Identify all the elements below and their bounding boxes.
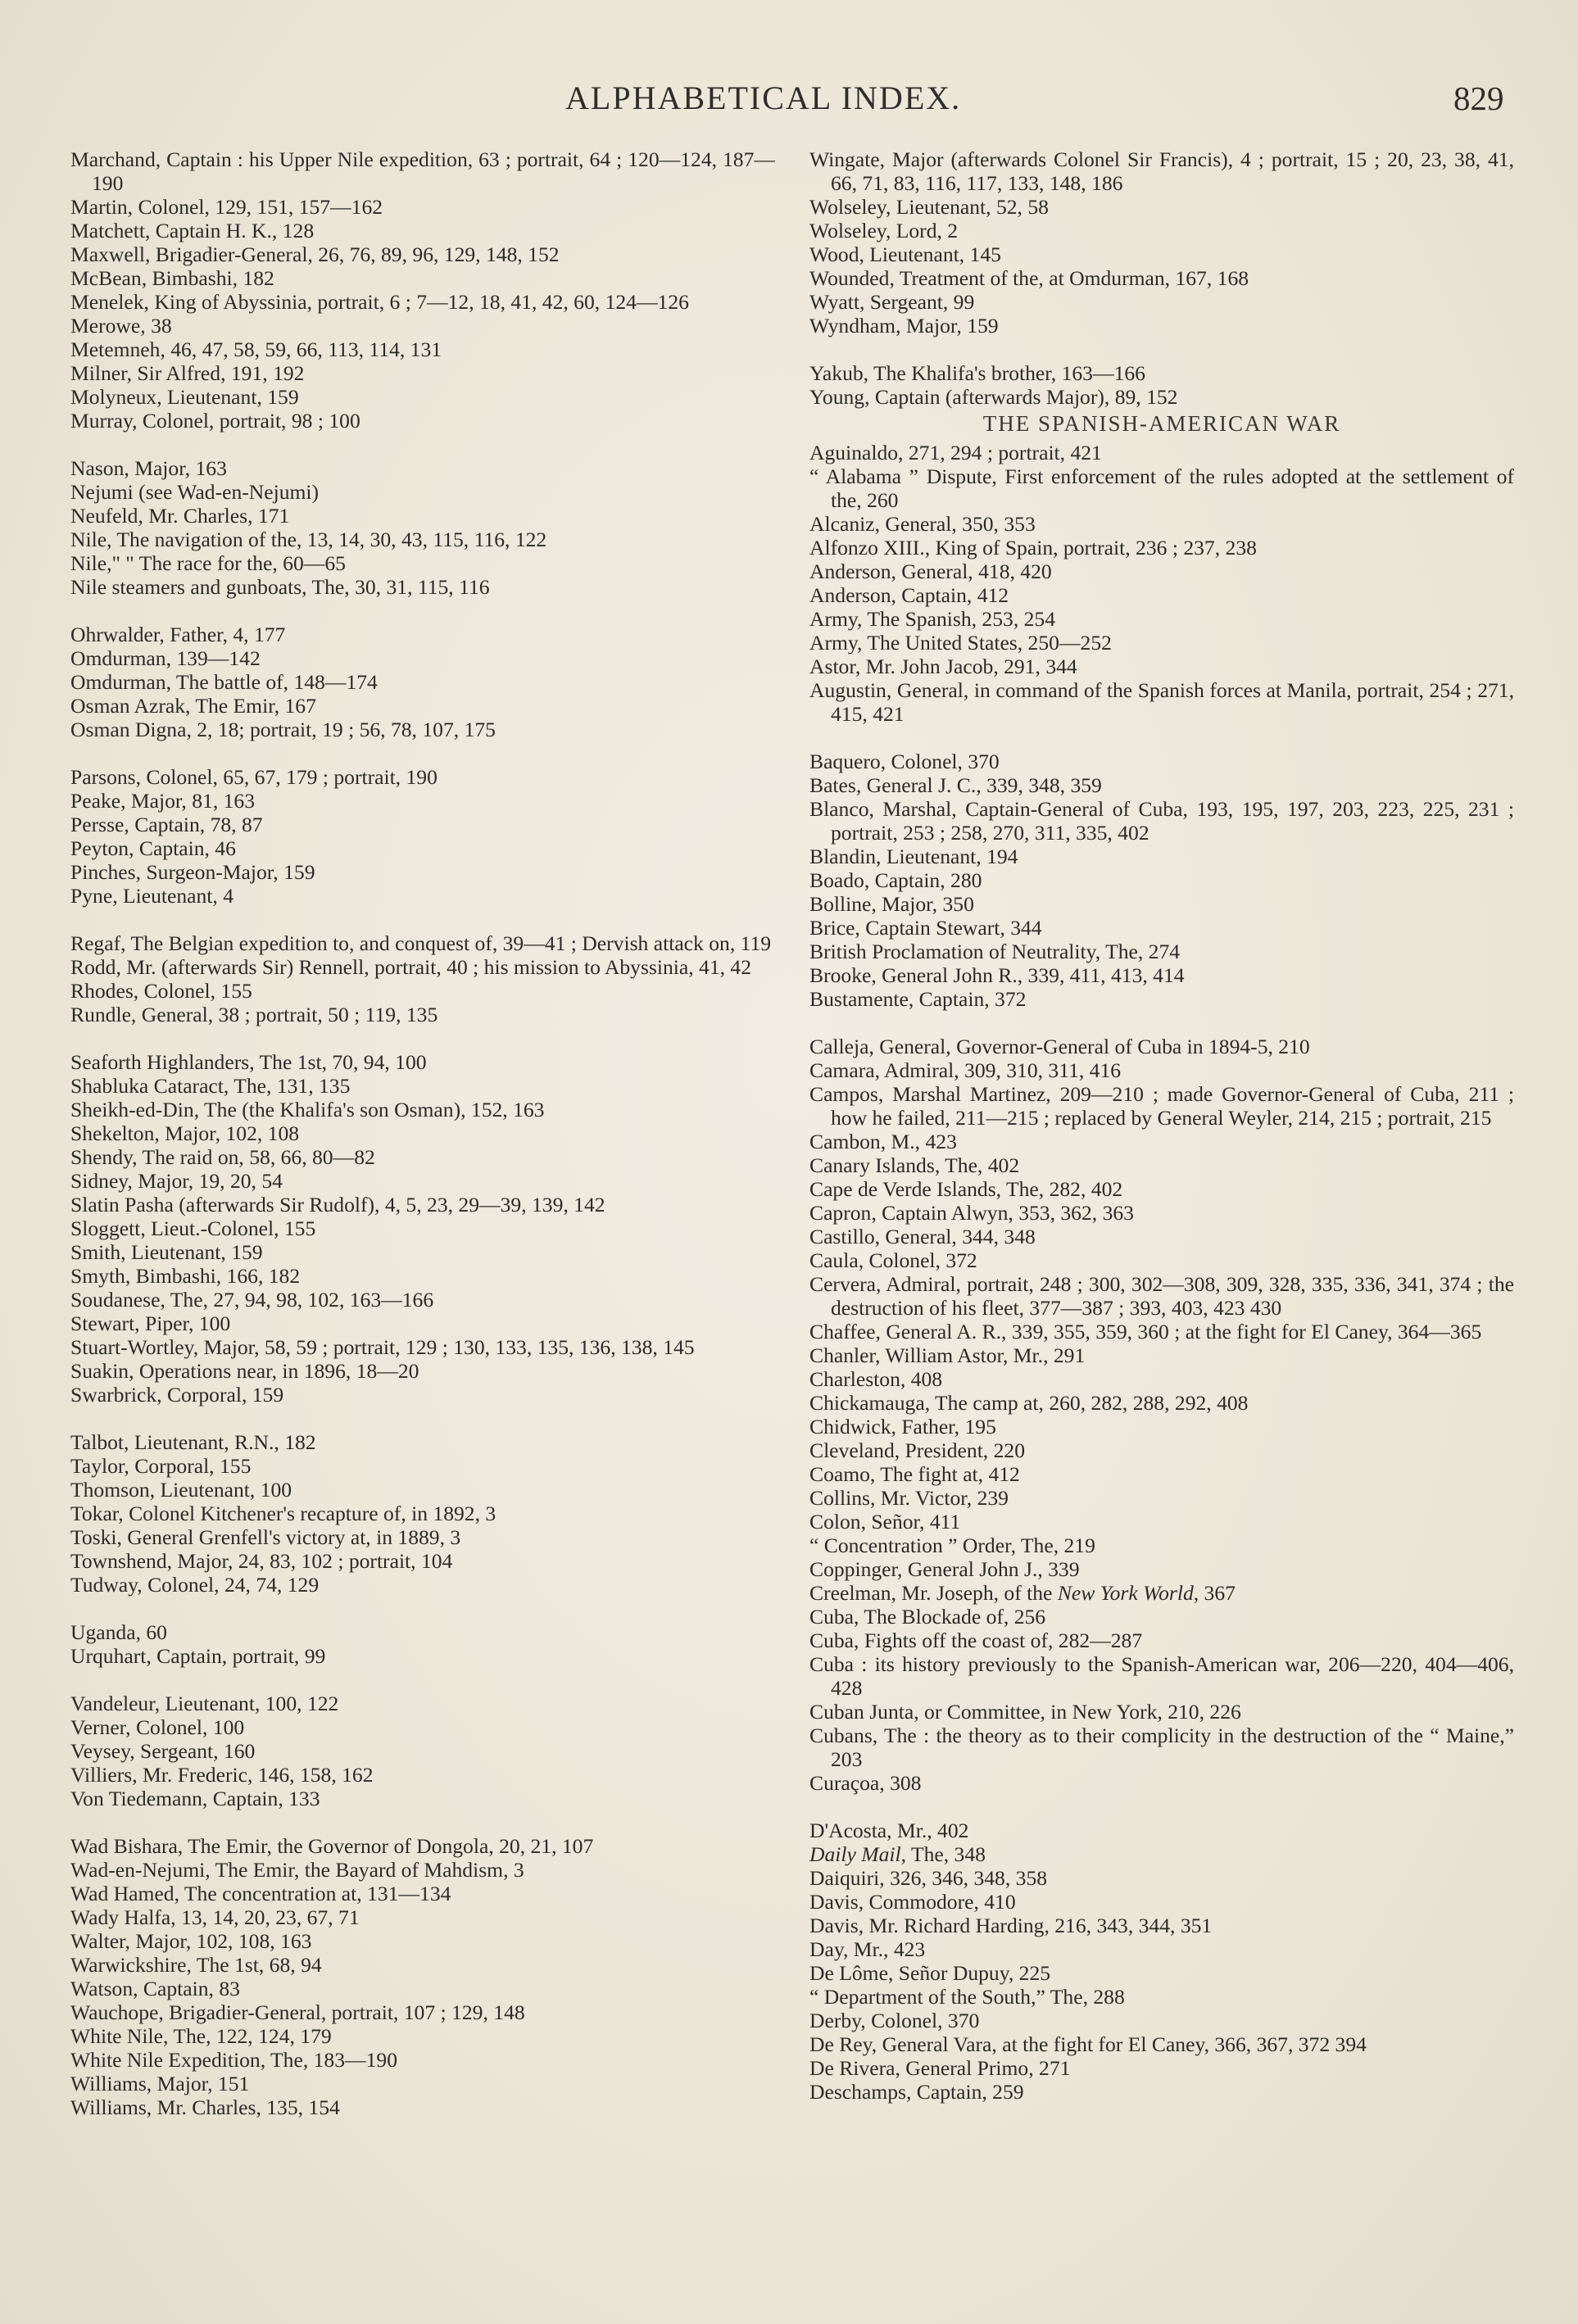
index-entry: Calleja, General, Governor-General of Cuba in 1894-5, 210 xyxy=(809,1035,1310,1058)
index-entry: Augustin, General, in command of the Spanish forces at Manila, portrait, 254 ; 271, 415, 421 xyxy=(809,678,1514,726)
index-entry: Anderson, Captain, 412 xyxy=(809,583,1009,607)
index-entry: Williams, Major, 151 xyxy=(70,2072,250,2095)
right-column xyxy=(809,147,1514,2104)
index-entry: Marchand, Captain : his Upper Nile expedition, 63 ; portrait, 64 ; 120—124, 187—190 xyxy=(70,147,775,195)
index-entry: Verner, Colonel, 100 xyxy=(70,1715,245,1739)
index-entry: Campos, Marshal Martinez, 209—210 ; made Governor-General of Cuba, 211 ; how he failed, 211—215 ; replaced by General Weyler, 214, 215 ; portrait, 215 xyxy=(809,1082,1514,1130)
index-entry: Davis, Commodore, 410 xyxy=(809,1890,1016,1914)
index-entry: Cubans, The : the theory as to their complicity in the destruction of the “ Maine,” 203 xyxy=(809,1724,1514,1771)
index-entry: Cuba : its history previously to the Spanish-American war, 206—220, 404—406, 428 xyxy=(809,1652,1514,1700)
index-entry: Cambon, M., 423 xyxy=(809,1130,957,1153)
index-entry: Wolseley, Lord, 2 xyxy=(809,219,959,242)
index-entry: Williams, Mr. Charles, 135, 154 xyxy=(70,2095,340,2119)
section-gap xyxy=(70,1668,775,1692)
index-entry: Warwickshire, The 1st, 68, 94 xyxy=(70,1953,322,1977)
index-entry: Tudway, Colonel, 24, 74, 129 xyxy=(70,1573,320,1597)
index-entry: Cuba, Fights off the coast of, 282—287 xyxy=(809,1629,1143,1652)
section-gap xyxy=(70,908,775,931)
index-entry: Blanco, Marshal, Captain-General of Cuba, 193, 195, 197, 203, 223, 225, 231 ; portrait, 253 ; 258, 270, 311, 335, 402 xyxy=(809,797,1514,845)
index-entry: Daiquiri, 326, 346, 348, 358 xyxy=(809,1866,1048,1890)
index-entry: De Lôme, Señor Dupuy, 225 xyxy=(809,1961,1051,1985)
index-entry: Curaçoa, 308 xyxy=(809,1771,922,1795)
index-entry: Regaf, The Belgian expedition to, and conquest of, 39—41 ; Dervish attack on, 119 xyxy=(70,931,772,955)
index-entry: Shabluka Cataract, The, 131, 135 xyxy=(70,1074,351,1098)
index-entry: Coamo, The fight at, 412 xyxy=(809,1462,1020,1486)
index-entry: Wyatt, Sergeant, 99 xyxy=(809,290,975,314)
page-title: ALPHABETICAL INDEX. xyxy=(565,79,962,116)
section-gap xyxy=(70,1407,775,1430)
index-entry: Army, The Spanish, 253, 254 xyxy=(809,607,1056,631)
index-entry: Sheikh-ed-Din, The (the Khalifa's son Osman), 152, 163 xyxy=(70,1098,545,1121)
entry-text: Creelman, Mr. Joseph, of the xyxy=(809,1581,1058,1605)
index-entry: Army, The United States, 250—252 xyxy=(809,631,1112,655)
index-entry: Cuba, The Blockade of, 256 xyxy=(809,1605,1046,1629)
index-entry: Anderson, General, 418, 420 xyxy=(809,559,1052,583)
index-entry: Yakub, The Khalifa's brother, 163—166 xyxy=(809,361,1145,385)
section-heading: THE SPANISH-AMERICAN WAR xyxy=(982,411,1341,436)
index-entry: Smyth, Bimbashi, 166, 182 xyxy=(70,1264,301,1288)
index-entry: Suakin, Operations near, in 1896, 18—20 xyxy=(70,1359,419,1383)
index-entry: Cervera, Admiral, portrait, 248 ; 300, 302—308, 309, 328, 335, 336, 341, 374 ; the destruction of his fleet, 377—387 ; 393, 403, 423 430 xyxy=(809,1272,1514,1320)
index-entry: Wad Hamed, The concentration at, 131—134 xyxy=(70,1882,451,1905)
index-entry: Pinches, Surgeon-Major, 159 xyxy=(70,860,315,884)
index-entry: Collins, Mr. Victor, 239 xyxy=(809,1486,1009,1510)
index-entry: Davis, Mr. Richard Harding, 216, 343, 344, 351 xyxy=(809,1914,1213,1937)
index-entry: “ Department of the South,” The, 288 xyxy=(809,1985,1125,2009)
index-entry: Capron, Captain Alwyn, 353, 362, 363 xyxy=(809,1201,1134,1225)
index-entry: D'Acosta, Mr., 402 xyxy=(809,1819,969,1842)
index-entry: Nile, The navigation of the, 13, 14, 30, 43, 115, 116, 122 xyxy=(70,528,547,551)
index-entry: Brooke, General John R., 339, 411, 413, 414 xyxy=(809,963,1185,987)
index-entry: Parsons, Colonel, 65, 67, 179 ; portrait, 190 xyxy=(70,765,438,789)
section-gap xyxy=(809,1011,1514,1035)
index-entry: Ohrwalder, Father, 4, 177 xyxy=(70,623,286,646)
index-entry: British Proclamation of Neutrality, The, 274 xyxy=(809,940,1181,963)
index-entry: Molyneux, Lieutenant, 159 xyxy=(70,385,299,409)
index-entry: Veysey, Sergeant, 160 xyxy=(70,1739,256,1763)
entry-text: , 367 xyxy=(1193,1581,1236,1605)
index-entry: Shendy, The raid on, 58, 66, 80—82 xyxy=(70,1145,375,1169)
index-entry: Watson, Captain, 83 xyxy=(70,1977,240,2000)
index-entry: Caula, Colonel, 372 xyxy=(809,1248,977,1272)
index-entry: Wingate, Major (afterwards Colonel Sir Francis), 4 ; portrait, 15 ; 20, 23, 38, 41, 66, 71, 83, 116, 117, 133, 148, 186 xyxy=(809,147,1514,195)
index-entry: Blandin, Lieutenant, 194 xyxy=(809,845,1018,868)
index-entry: Peyton, Captain, 46 xyxy=(70,836,236,860)
index-entry: Nejumi (see Wad-en-Nejumi) xyxy=(70,480,320,504)
index-entry: Day, Mr., 423 xyxy=(809,1937,926,1961)
index-entry: Osman Azrak, The Emir, 167 xyxy=(70,694,316,718)
index-entry: Neufeld, Mr. Charles, 171 xyxy=(70,504,290,528)
index-entry: Menelek, King of Abyssinia, portrait, 6 ; 7—12, 18, 41, 42, 60, 124—126 xyxy=(70,290,689,314)
index-entry: Bates, General J. C., 339, 348, 359 xyxy=(809,773,1102,797)
index-entry: Stuart-Wortley, Major, 58, 59 ; portrait, 129 ; 130, 133, 135, 136, 138, 145 xyxy=(70,1335,695,1359)
index-entry: Rundle, General, 38 ; portrait, 50 ; 119, 135 xyxy=(70,1003,438,1026)
index-entry: Wyndham, Major, 159 xyxy=(809,314,999,338)
index-entry: Canary Islands, The, 402 xyxy=(809,1153,1020,1177)
section-gap xyxy=(809,1795,1514,1819)
index-entry: Peake, Major, 81, 163 xyxy=(70,789,256,813)
index-entry: “ Alabama ” Dispute, First enforcement of the rules adopted at the settlement of the, 260 xyxy=(809,464,1514,512)
index-entry: Chaffee, General A. R., 339, 355, 359, 360 ; at the fight for El Caney, 364—365 xyxy=(809,1320,1482,1343)
section-gap xyxy=(70,741,775,765)
index-entry: Matchett, Captain H. K., 128 xyxy=(70,219,315,242)
index-entry: Castillo, General, 344, 348 xyxy=(809,1225,1036,1248)
index-entry: Villiers, Mr. Frederic, 146, 158, 162 xyxy=(70,1763,374,1787)
section-gap xyxy=(70,433,775,456)
index-entry: Swarbrick, Corporal, 159 xyxy=(70,1383,284,1407)
index-entry: Pyne, Lieutenant, 4 xyxy=(70,884,234,908)
section-gap xyxy=(809,338,1514,361)
index-entry: Osman Digna, 2, 18; portrait, 19 ; 56, 78, 107, 175 xyxy=(70,718,496,741)
index-entry: Rhodes, Colonel, 155 xyxy=(70,979,252,1003)
section-gap xyxy=(70,1810,775,1834)
index-entry: Smith, Lieutenant, 159 xyxy=(70,1240,263,1264)
index-entry: Metemneh, 46, 47, 58, 59, 66, 113, 114, 131 xyxy=(70,338,442,361)
index-entry xyxy=(809,1581,1514,1605)
index-entry: Colon, Señor, 411 xyxy=(809,1510,961,1533)
left-column xyxy=(70,147,775,2119)
index-entry: Wolseley, Lieutenant, 52, 58 xyxy=(809,195,1049,219)
index-entry: Soudanese, The, 27, 94, 98, 102, 163—166 xyxy=(70,1288,434,1311)
index-entry: Urquhart, Captain, portrait, 99 xyxy=(70,1644,326,1668)
index-entry: Astor, Mr. John Jacob, 291, 344 xyxy=(809,655,1077,678)
section-gap xyxy=(809,726,1514,750)
page-number: 829 xyxy=(1453,79,1504,117)
index-entry: Toski, General Grenfell's victory at, in 1889, 3 xyxy=(70,1525,461,1549)
index-entry: Vandeleur, Lieutenant, 100, 122 xyxy=(70,1692,339,1715)
index-entry: Nile steamers and gunboats, The, 30, 31, 115, 116 xyxy=(70,575,490,599)
index-entry: Derby, Colonel, 370 xyxy=(809,2009,980,2032)
index-entry: White Nile, The, 122, 124, 179 xyxy=(70,2024,332,2048)
index-entry: Bolline, Major, 350 xyxy=(809,892,974,916)
index-entry: Sloggett, Lieut.-Colonel, 155 xyxy=(70,1216,316,1240)
index-entry: Walter, Major, 102, 108, 163 xyxy=(70,1929,312,1953)
index-entry: Slatin Pasha (afterwards Sir Rudolf), 4, 5, 23, 29—39, 139, 142 xyxy=(70,1193,605,1216)
index-entry: Tokar, Colonel Kitchener's recapture of, in 1892, 3 xyxy=(70,1502,497,1525)
page-header xyxy=(0,79,1578,128)
index-entry: Omdurman, The battle of, 148—174 xyxy=(70,670,378,694)
entry-text: , The, 348 xyxy=(900,1842,986,1866)
index-entry: Maxwell, Brigadier-General, 26, 76, 89, 96, 129, 148, 152 xyxy=(70,242,560,266)
index-entry: Chidwick, Father, 195 xyxy=(809,1415,996,1438)
index-entry: Wad Bishara, The Emir, the Governor of Dongola, 20, 21, 107 xyxy=(70,1834,594,1858)
index-entry: White Nile Expedition, The, 183—190 xyxy=(70,2048,398,2072)
index-entry: Cuban Junta, or Committee, in New York, 210, 226 xyxy=(809,1700,1241,1724)
section-gap xyxy=(70,599,775,623)
entry-italic-title: Daily Mail xyxy=(809,1842,901,1866)
index-entry: Wad-en-Nejumi, The Emir, the Bayard of Mahdism, 3 xyxy=(70,1858,524,1882)
index-entry: Shekelton, Major, 102, 108 xyxy=(70,1121,300,1145)
index-entry: Camara, Admiral, 309, 310, 311, 416 xyxy=(809,1058,1122,1082)
index-entry: Chickamauga, The camp at, 260, 282, 288, 292, 408 xyxy=(809,1391,1249,1415)
index-entry: Martin, Colonel, 129, 151, 157—162 xyxy=(70,195,383,219)
index-entry: Wounded, Treatment of the, at Omdurman, 167, 168 xyxy=(809,266,1249,290)
entry-italic-title: New York World xyxy=(1057,1581,1194,1605)
index-entry: Deschamps, Captain, 259 xyxy=(809,2080,1024,2104)
index-entry: Talbot, Lieutenant, R.N., 182 xyxy=(70,1430,316,1454)
index-entry: Cleveland, President, 220 xyxy=(809,1438,1025,1462)
index-entry: Baquero, Colonel, 370 xyxy=(809,750,1000,773)
index-entry xyxy=(809,1842,1514,1866)
index-entry: Wady Halfa, 13, 14, 20, 23, 67, 71 xyxy=(70,1905,360,1929)
index-entry: Brice, Captain Stewart, 344 xyxy=(809,916,1042,940)
index-entry: McBean, Bimbashi, 182 xyxy=(70,266,274,290)
index-entry: De Rey, General Vara, at the fight for El Caney, 366, 367, 372 394 xyxy=(809,2032,1367,2056)
index-entry: Bustamente, Captain, 372 xyxy=(809,987,1027,1011)
index-entry: Merowe, 38 xyxy=(70,314,172,338)
index-entry: Uganda, 60 xyxy=(70,1620,167,1644)
index-entry: Murray, Colonel, portrait, 98 ; 100 xyxy=(70,409,360,433)
index-entry: Wauchope, Brigadier-General, portrait, 107 ; 129, 148 xyxy=(70,2000,525,2024)
index-entry: Stewart, Piper, 100 xyxy=(70,1311,231,1335)
index-entry: Milner, Sir Alfred, 191, 192 xyxy=(70,361,305,385)
index-entry: Aguinaldo, 271, 294 ; portrait, 421 xyxy=(809,441,1102,464)
index-entry: Von Tiedemann, Captain, 133 xyxy=(70,1787,320,1810)
index-entry: Wood, Lieutenant, 145 xyxy=(809,242,1001,266)
index-entry: Sidney, Major, 19, 20, 54 xyxy=(70,1169,283,1193)
section-gap xyxy=(70,1597,775,1620)
index-entry: Thomson, Lieutenant, 100 xyxy=(70,1478,292,1502)
section-gap xyxy=(70,1026,775,1050)
index-entry: Rodd, Mr. (afterwards Sir) Rennell, portrait, 40 ; his mission to Abyssinia, 41, 42 xyxy=(70,955,752,979)
index-entry: Coppinger, General John J., 339 xyxy=(809,1557,1080,1581)
index-entry: Chanler, William Astor, Mr., 291 xyxy=(809,1343,1086,1367)
index-entry: Persse, Captain, 78, 87 xyxy=(70,813,263,836)
index-entry: Taylor, Corporal, 155 xyxy=(70,1454,252,1478)
index-entry: Nile," " The race for the, 60—65 xyxy=(70,551,346,575)
index-entry: Nason, Major, 163 xyxy=(70,456,227,480)
index-entry: Townshend, Major, 24, 83, 102 ; portrait, 104 xyxy=(70,1549,453,1573)
index-entry: Seaforth Highlanders, The 1st, 70, 94, 100 xyxy=(70,1050,427,1074)
index-entry: Alfonzo XIII., King of Spain, portrait, 236 ; 237, 238 xyxy=(809,536,1257,559)
index-entry: Omdurman, 139—142 xyxy=(70,646,261,670)
index-entry: De Rivera, General Primo, 271 xyxy=(809,2056,1071,2080)
index-entry: Young, Captain (afterwards Major), 89, 152 xyxy=(809,385,1178,409)
index-entry: Charleston, 408 xyxy=(809,1367,943,1391)
index-entry: Boado, Captain, 280 xyxy=(809,868,982,892)
index-entry: “ Concentration ” Order, The, 219 xyxy=(809,1533,1095,1557)
index-entry: Alcaniz, General, 350, 353 xyxy=(809,512,1036,536)
index-entry: Cape de Verde Islands, The, 282, 402 xyxy=(809,1177,1123,1201)
